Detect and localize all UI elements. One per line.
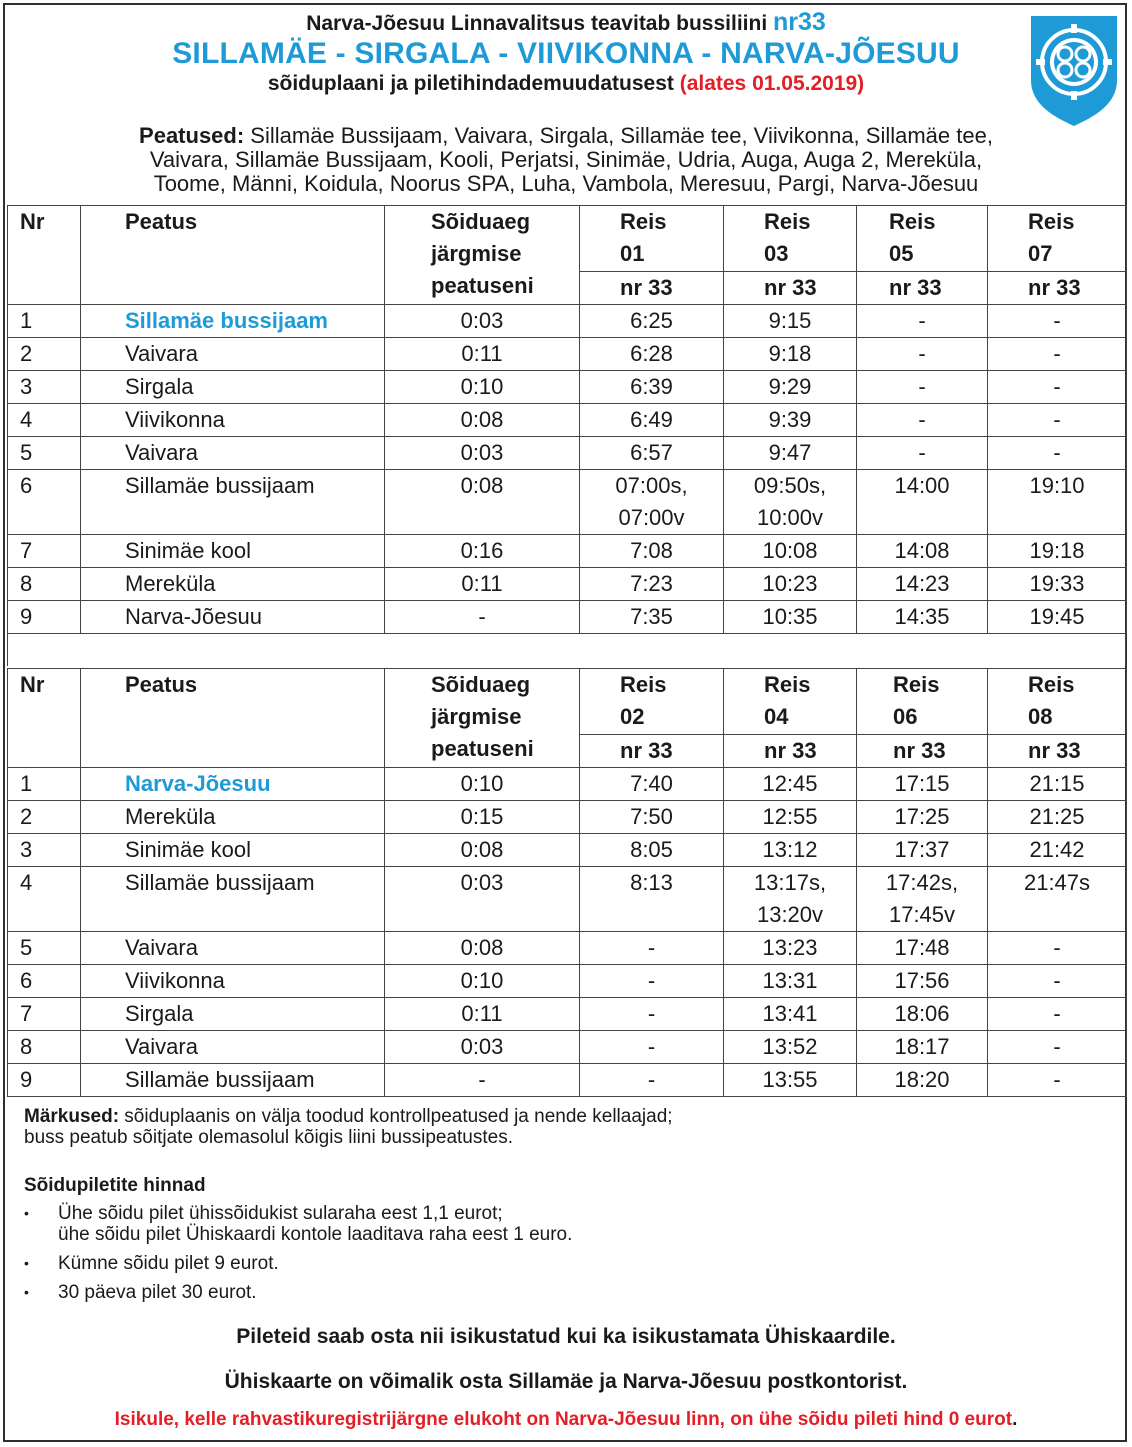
header-line3: sõiduplaani ja piletihindademuudatusest <box>267 72 680 95</box>
stop-number: 6 <box>8 965 81 998</box>
stops-text-1: Sillamäe Bussijaam, Vaivara, Sirgala, Sillamäe tee, Viivikonna, Sillamäe tee, <box>244 123 993 148</box>
header-trip-07 <box>988 206 1127 272</box>
departure-time: - <box>988 338 1127 371</box>
stop-name: Vaivara <box>81 1031 385 1064</box>
stop-number: 2 <box>8 338 81 371</box>
table-row <box>8 768 1127 801</box>
travel-time: 0:10 <box>385 371 580 404</box>
table-row <box>8 437 1127 470</box>
stop-number: 4 <box>8 867 81 932</box>
table-row <box>8 801 1127 834</box>
travel-time: - <box>385 601 580 634</box>
trip-number: 08 <box>1028 704 1053 729</box>
header-announcement <box>0 8 1132 38</box>
travel-time: 0:03 <box>385 437 580 470</box>
route-number: nr33 <box>773 8 826 36</box>
departure-time: 8:13 <box>580 867 724 932</box>
departure-time: 6:49 <box>580 404 724 437</box>
free-ticket-text: Isikule, kelle rahvastikuregistrijärgne elukoht on Narva-Jõesuu linn, on ühe sõidu pileti hind 0 eurot <box>114 1409 1013 1430</box>
departure-time: 19:33 <box>988 568 1127 601</box>
table-separator <box>7 634 1126 666</box>
price-line: • Kümne sõidu pilet 9 eurot. <box>58 1253 279 1274</box>
stop-number: 8 <box>8 1031 81 1064</box>
stop-name: Mereküla <box>81 568 385 601</box>
prices-title: Sõidupiletite hinnad <box>24 1175 206 1196</box>
table-row <box>8 867 1127 932</box>
stop-number: 1 <box>8 768 81 801</box>
departure-time: 7:40 <box>580 768 724 801</box>
travel-time: 0:10 <box>385 768 580 801</box>
departure-time: - <box>988 998 1127 1031</box>
departure-time: - <box>580 965 724 998</box>
header-stop: Peatus <box>81 669 385 768</box>
header-trip-05 <box>857 206 988 272</box>
departure-time <box>724 470 857 535</box>
header-trip-02 <box>580 669 724 735</box>
table-row <box>8 535 1127 568</box>
travel-time: - <box>385 1064 580 1097</box>
departure-time: - <box>988 1064 1127 1097</box>
trip-line: nr 33 <box>988 272 1127 305</box>
departure-time: 9:47 <box>724 437 857 470</box>
trip-label: Reis <box>620 209 667 234</box>
travel-time: 0:03 <box>385 1031 580 1064</box>
footer-free-ticket-notice <box>0 1409 1132 1431</box>
table-row <box>8 965 1127 998</box>
departure-time: 9:18 <box>724 338 857 371</box>
stops-line-1 <box>40 124 1092 148</box>
header-stop: Peatus <box>81 206 385 305</box>
departure-time: 21:42 <box>988 834 1127 867</box>
trip-number: 05 <box>889 241 914 266</box>
departure-time: - <box>988 404 1127 437</box>
departure-time: 17:56 <box>857 965 988 998</box>
departure-time: 14:35 <box>857 601 988 634</box>
travel-time: 0:11 <box>385 338 580 371</box>
travel-time: 0:08 <box>385 834 580 867</box>
trip-label: Reis <box>620 672 667 697</box>
departure-time: - <box>988 371 1127 404</box>
table-row <box>8 371 1127 404</box>
header-travel-time <box>385 206 580 305</box>
departure-time: - <box>988 932 1127 965</box>
departure-time <box>580 470 724 535</box>
return-rows <box>8 768 1127 1097</box>
table-row <box>8 932 1127 965</box>
trip-line: nr 33 <box>857 272 988 305</box>
departure-time: 21:15 <box>988 768 1127 801</box>
time-line: 13:17s, <box>753 870 827 895</box>
trip-number: 02 <box>620 704 645 729</box>
time-line: 17:45v <box>888 902 956 927</box>
departure-time: 13:31 <box>724 965 857 998</box>
list-item <box>24 1203 572 1245</box>
departure-time: 18:06 <box>857 998 988 1031</box>
travel-time: 0:03 <box>385 867 580 932</box>
departure-time: 7:50 <box>580 801 724 834</box>
stops-text-3: Toome, Männi, Koidula, Noorus SPA, Luha, Vambola, Meresuu, Pargi, Narva-Jõesuu <box>153 171 979 196</box>
table-row <box>8 1064 1127 1097</box>
stop-number: 2 <box>8 801 81 834</box>
header-line1: Narva-Jõesuu Linnavalitsus teavitab bussiliini <box>306 12 773 35</box>
time-line: 07:00s, <box>615 473 688 498</box>
time-line: 17:42s, <box>885 870 959 895</box>
table-row <box>8 404 1127 437</box>
header-nr: Nr <box>8 206 81 305</box>
departure-time: 17:15 <box>857 768 988 801</box>
travel-time: 0:08 <box>385 470 580 535</box>
departure-time: 14:08 <box>857 535 988 568</box>
stops-list <box>40 124 1092 196</box>
stop-number: 3 <box>8 371 81 404</box>
departure-time: 13:23 <box>724 932 857 965</box>
notes-label: Märkused: <box>24 1106 120 1127</box>
departure-time: 17:37 <box>857 834 988 867</box>
stop-name: Sinimäe kool <box>81 535 385 568</box>
departure-time: 21:25 <box>988 801 1127 834</box>
stops-label: Peatused: <box>139 123 245 148</box>
departure-time: - <box>857 305 988 338</box>
departure-time: - <box>988 305 1127 338</box>
stop-number: 5 <box>8 932 81 965</box>
departure-time: 9:15 <box>724 305 857 338</box>
travel-time: 0:10 <box>385 965 580 998</box>
trip-number: 04 <box>764 704 789 729</box>
departure-time: 13:52 <box>724 1031 857 1064</box>
departure-time: - <box>580 1064 724 1097</box>
list-item <box>24 1282 572 1303</box>
departure-time: - <box>857 437 988 470</box>
stop-name: Vaivara <box>81 932 385 965</box>
outbound-rows <box>8 305 1127 634</box>
timetable-return <box>7 668 1127 1097</box>
stop-number: 9 <box>8 1064 81 1097</box>
trip-label: Reis <box>764 209 811 234</box>
free-ticket-period: . <box>1012 1409 1018 1430</box>
narva-joesuu-crest-icon <box>1031 16 1117 126</box>
travel-time: 0:15 <box>385 801 580 834</box>
price-line: • Ühe sõidu pilet ühissõidukist sularaha eest 1,1 eurot; <box>58 1203 503 1224</box>
table-row <box>8 601 1127 634</box>
stop-number: 7 <box>8 535 81 568</box>
header-trip-03 <box>724 206 857 272</box>
trip-number: 03 <box>764 241 789 266</box>
header-trip-06 <box>857 669 988 735</box>
trip-number: 07 <box>1028 241 1053 266</box>
header-travel-time <box>385 669 580 768</box>
stop-number: 4 <box>8 404 81 437</box>
departure-time: 8:05 <box>580 834 724 867</box>
trip-line: nr 33 <box>580 735 724 768</box>
trip-line: nr 33 <box>724 272 857 305</box>
departure-time: 19:10 <box>988 470 1127 535</box>
departure-time: - <box>580 932 724 965</box>
departure-time: 13:12 <box>724 834 857 867</box>
stop-number: 6 <box>8 470 81 535</box>
departure-time: - <box>580 1031 724 1064</box>
departure-time: - <box>988 965 1127 998</box>
departure-time: 13:55 <box>724 1064 857 1097</box>
departure-time: - <box>988 1031 1127 1064</box>
stop-number: 7 <box>8 998 81 1031</box>
notes-text-1: sõiduplaanis on välja toodud kontrollpeatused ja nende kellaajad; <box>119 1106 673 1127</box>
notes <box>24 1106 673 1148</box>
travel-time: 0:08 <box>385 932 580 965</box>
travel-time: 0:11 <box>385 568 580 601</box>
departure-time: 19:45 <box>988 601 1127 634</box>
trip-line: nr 33 <box>580 272 724 305</box>
departure-time: 9:39 <box>724 404 857 437</box>
table-row <box>8 338 1127 371</box>
travel-line2: järgmise <box>431 704 522 729</box>
price-line: • 30 päeva pilet 30 eurot. <box>58 1282 257 1303</box>
travel-line3: peatuseni <box>431 736 534 761</box>
stop-name: Vaivara <box>81 338 385 371</box>
time-line: 10:00v <box>756 505 824 530</box>
departure-time: - <box>580 998 724 1031</box>
departure-time: 10:08 <box>724 535 857 568</box>
stop-number: 5 <box>8 437 81 470</box>
notes-text-2: buss peatub sõitjate olemasolul kõigis liini bussipeatustes. <box>24 1127 513 1148</box>
header-subtitle <box>0 70 1132 98</box>
departure-time: 12:45 <box>724 768 857 801</box>
stop-name: Sillamäe bussijaam <box>81 867 385 932</box>
stop-name: Narva-Jõesuu <box>81 768 385 801</box>
timetable-outbound <box>7 205 1127 634</box>
trip-label: Reis <box>764 672 811 697</box>
effective-date: (alates 01.05.2019) <box>679 72 865 95</box>
stop-name: Viivikonna <box>81 965 385 998</box>
stop-name: Sinimäe kool <box>81 834 385 867</box>
price-line: ühe sõidu pilet Ühiskaardi kontole laaditava raha eest 1 euro. <box>58 1224 573 1245</box>
page-header <box>0 8 1132 98</box>
departure-time <box>724 867 857 932</box>
departure-time: 18:20 <box>857 1064 988 1097</box>
travel-time: 0:08 <box>385 404 580 437</box>
table-row <box>8 470 1127 535</box>
time-line: 09:50s, <box>753 473 827 498</box>
departure-time: 14:00 <box>857 470 988 535</box>
departure-time: 18:17 <box>857 1031 988 1064</box>
table-row <box>8 834 1127 867</box>
departure-time: 6:39 <box>580 371 724 404</box>
stop-number: 9 <box>8 601 81 634</box>
departure-time: 7:35 <box>580 601 724 634</box>
trip-number: 06 <box>893 704 918 729</box>
departure-time: 6:25 <box>580 305 724 338</box>
departure-time: - <box>988 437 1127 470</box>
trip-label: Reis <box>1028 672 1075 697</box>
trip-label: Reis <box>893 672 940 697</box>
stop-name: Narva-Jõesuu <box>81 601 385 634</box>
departure-time: 17:25 <box>857 801 988 834</box>
departure-time: 9:29 <box>724 371 857 404</box>
table-row <box>8 1031 1127 1064</box>
table-row <box>8 998 1127 1031</box>
header-nr: Nr <box>8 669 81 768</box>
departure-time: 19:18 <box>988 535 1127 568</box>
notes-line-1 <box>24 1106 673 1127</box>
travel-time: 0:03 <box>385 305 580 338</box>
header-trip-01 <box>580 206 724 272</box>
travel-time: 0:11 <box>385 998 580 1031</box>
departure-time <box>857 867 988 932</box>
stop-name: Viivikonna <box>81 404 385 437</box>
header-trip-08 <box>988 669 1127 735</box>
list-item <box>24 1253 572 1274</box>
trip-label: Reis <box>889 209 936 234</box>
price-list <box>24 1203 572 1311</box>
departure-time: - <box>857 404 988 437</box>
stop-name: Sillamäe bussijaam <box>81 1064 385 1097</box>
travel-line3: peatuseni <box>431 273 534 298</box>
footer-line-2: Ühiskaarte on võimalik osta Sillamäe ja Narva-Jõesuu postkontorist. <box>224 1370 908 1393</box>
stop-name: Sirgala <box>81 371 385 404</box>
departure-time: 12:55 <box>724 801 857 834</box>
travel-line2: järgmise <box>431 241 522 266</box>
trip-line: nr 33 <box>724 735 857 768</box>
departure-time: - <box>857 371 988 404</box>
trip-label: Reis <box>1028 209 1075 234</box>
stop-name: Vaivara <box>81 437 385 470</box>
departure-time: 10:35 <box>724 601 857 634</box>
departure-time: 7:23 <box>580 568 724 601</box>
travel-line1: Sõiduaeg <box>431 209 531 234</box>
stops-text-2: Vaivara, Sillamäe Bussijaam, Kooli, Perjatsi, Sinimäe, Udria, Auga, Auga 2, Mereküla, <box>149 147 983 172</box>
trip-number: 01 <box>620 241 645 266</box>
stop-number: 1 <box>8 305 81 338</box>
departure-time: 14:23 <box>857 568 988 601</box>
table-row <box>8 305 1127 338</box>
stop-number: 8 <box>8 568 81 601</box>
stop-name: Sirgala <box>81 998 385 1031</box>
time-line: 07:00v <box>618 505 685 530</box>
departure-time: 17:48 <box>857 932 988 965</box>
departure-time: 10:23 <box>724 568 857 601</box>
stop-name: Sillamäe bussijaam <box>81 305 385 338</box>
footer-line-1: Pileteid saab osta nii isikustatud kui ka isikustamata Ühiskaardile. <box>236 1325 896 1348</box>
table-row <box>8 568 1127 601</box>
route-title: SILLAMÄE - SIRGALA - VIIVIKONNA - NARVA-JÕESUU <box>172 37 960 70</box>
departure-time: 13:41 <box>724 998 857 1031</box>
stop-name: Sillamäe bussijaam <box>81 470 385 535</box>
departure-time: 7:08 <box>580 535 724 568</box>
departure-time: 6:57 <box>580 437 724 470</box>
travel-time: 0:16 <box>385 535 580 568</box>
trip-line: nr 33 <box>988 735 1127 768</box>
stop-number: 3 <box>8 834 81 867</box>
travel-line1: Sõiduaeg <box>431 672 531 697</box>
departure-time: 21:47s <box>988 867 1127 932</box>
stop-name: Mereküla <box>81 801 385 834</box>
departure-time: - <box>857 338 988 371</box>
time-line: 13:20v <box>756 902 824 927</box>
trip-line: nr 33 <box>857 735 988 768</box>
header-trip-04 <box>724 669 857 735</box>
departure-time: 6:28 <box>580 338 724 371</box>
